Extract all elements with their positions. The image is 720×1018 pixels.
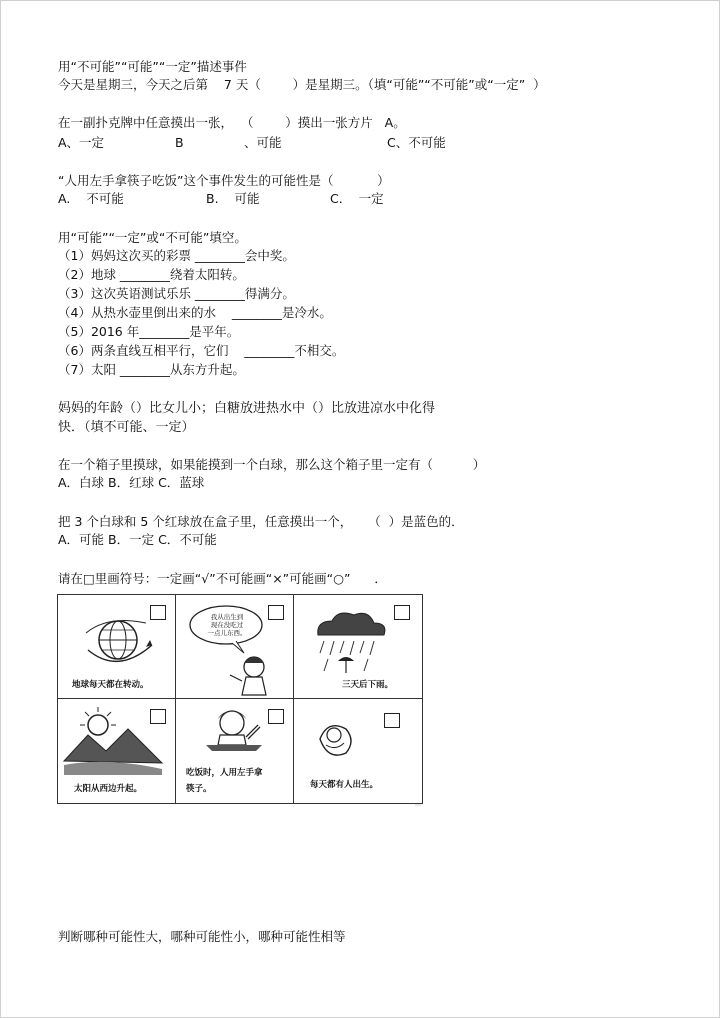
q2-options bbox=[58, 134, 658, 152]
speech-bubble-text bbox=[200, 613, 254, 637]
q8-text: 请在□里画符号：一定画“√”不可能画“×”可能画“○” ． bbox=[58, 571, 387, 586]
q2-option-a: A、一定 bbox=[58, 135, 105, 150]
q5-line-2: 快．（填不可能、一定） bbox=[58, 420, 195, 435]
caption-rain: 三天后下雨。 bbox=[342, 680, 394, 690]
q6-options: A．白球 B．红球 C．蓝球 bbox=[58, 475, 205, 490]
q4-item-1: （1）妈妈这次买的彩票 ________会中奖。 bbox=[58, 248, 295, 263]
caption-eating-1: 吃饭时，人用左手拿 bbox=[186, 768, 263, 778]
picture-cell-baby bbox=[294, 699, 422, 803]
picture-cell-rain bbox=[294, 595, 422, 699]
q2-option-b: B bbox=[175, 135, 184, 150]
q3-option-a: A. 不可能 bbox=[58, 191, 124, 206]
q7-options: A．可能 B．一定 C．不可能 bbox=[58, 532, 217, 547]
q2-option-b-text: 、可能 bbox=[244, 135, 282, 150]
picture-cell-earth bbox=[58, 595, 176, 699]
q4-title: 用“可能”“一定”或“不可能”填空。 bbox=[58, 230, 247, 245]
q2-option-c: C、不可能 bbox=[387, 135, 446, 150]
q4-item-2: （2）地球 ________绕着太阳转。 bbox=[58, 267, 245, 282]
q3-text: “人用左手拿筷子吃饭”这个事件发生的可能性是（ ） bbox=[58, 173, 390, 188]
q9-text: 判断哪种可能性大，哪种可能性小，哪种可能性相等 bbox=[58, 929, 346, 944]
caption-eating-2: 筷子。 bbox=[186, 784, 212, 794]
q6-text: 在一个箱子里摸球，如果能摸到一个白球，那么这个箱子里一定有（ ） bbox=[58, 457, 486, 472]
picture-cell-eating bbox=[176, 699, 294, 803]
caption-earth: 地球每天都在转动。 bbox=[72, 680, 149, 690]
q3-option-b: B. 可能 bbox=[206, 191, 260, 206]
caption-sun: 太阳从西边升起。 bbox=[74, 784, 143, 794]
caption-baby: 每天都有人出生。 bbox=[310, 780, 379, 790]
picture-cell-sun bbox=[58, 699, 176, 803]
q4-item-3: （3）这次英语测试乐乐 ________得满分。 bbox=[58, 286, 295, 301]
q7-text: 把 3 个白球和 5 个红球放在盒子里，任意摸出一个， （ ）是蓝色的． bbox=[58, 514, 464, 529]
q3-options bbox=[58, 190, 658, 208]
q4-item-6: （6）两条直线互相平行，它们 ________不相交。 bbox=[58, 343, 345, 358]
q3-option-c: C. 一定 bbox=[330, 191, 384, 206]
picture-grid bbox=[57, 594, 423, 804]
girl-speech-icon bbox=[176, 595, 294, 699]
bubble-line-1: 我从出生到 bbox=[210, 613, 244, 621]
q4-item-5: （5）2016 年________是平年。 bbox=[58, 324, 240, 339]
q4-item-4: （4）从热水壶里倒出来的水 ________是冷水。 bbox=[58, 305, 332, 320]
picture-cell-girl-bubble bbox=[176, 595, 294, 699]
q4-item-7: （7）太阳 ________从东方升起。 bbox=[58, 362, 245, 377]
q1-title: 用“不可能”“可能”“一定”描述事件 bbox=[58, 59, 247, 74]
q1-text: 今天是星期三，今天之后第 7 天（ ）是星期三。（填“可能”“不可能”或“一定” ） bbox=[58, 77, 546, 92]
bubble-line-3: 一点儿东西。 bbox=[207, 629, 247, 637]
q2-text: 在一副扑克牌中任意摸出一张， （ ）摸出一张方片 A。 bbox=[58, 115, 406, 130]
q5-line-1: 妈妈的年龄（）比女儿小；白糖放进热水中（）比放进凉水中化得 bbox=[58, 401, 436, 416]
bubble-line-2: 现在没吃过 bbox=[210, 621, 244, 629]
